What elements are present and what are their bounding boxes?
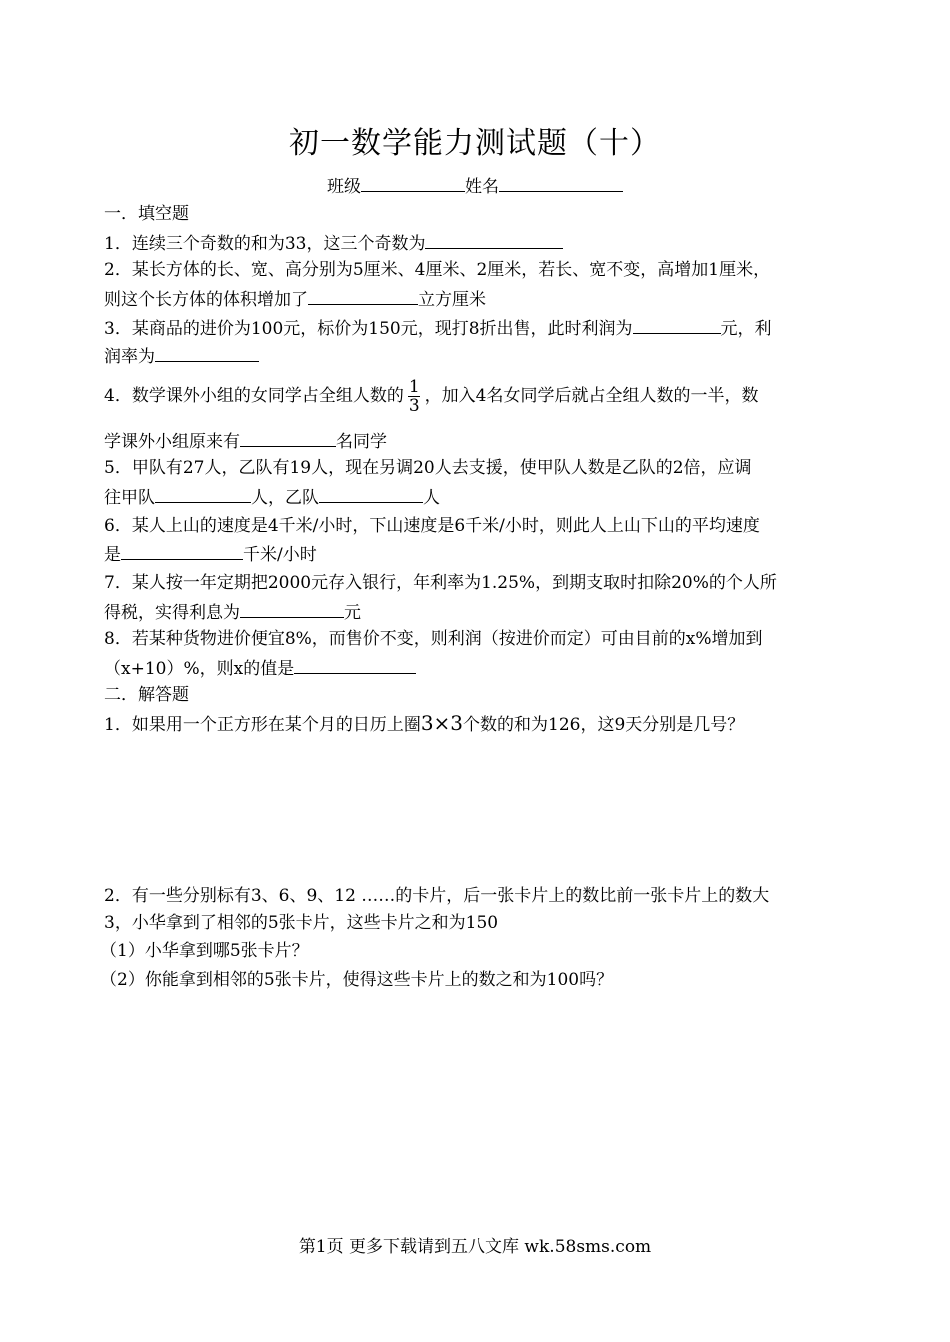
question-2-2-part1: （1）小华拿到哪5张卡片？: [100, 941, 309, 961]
question-1-2-line1: 2．某长方体的长、宽、高分别为5厘米、4厘米、2厘米，若长、宽不变，高增加1厘米，: [104, 260, 771, 280]
student-info-line: [0, 174, 950, 198]
section-1-heading: 一．填空题: [104, 204, 189, 224]
question-1-3-line1: 3．某商品的进价为100元，标价为150元，现打8折出售，此时利润为 元，利: [104, 316, 772, 340]
question-2-2-line1: 2．有一些分别标有3、6、9、12 ……的卡片，后一张卡片上的数比前一张卡片上的数大: [104, 886, 770, 906]
question-1-7-line1: 7．某人按一年定期把2000元存入银行，年利率为1.25%，到期支取时扣除20%的个人所: [104, 573, 777, 593]
answer-blank[interactable]: [155, 344, 259, 362]
fraction-one-third: $\frac{1}{3}$: [408, 377, 420, 416]
class-label: 班级: [327, 177, 361, 197]
page-footer: 第1页 更多下载请到五八文库 wk.58sms.com: [298, 1237, 652, 1257]
question-1-5-line1: 5．甲队有27人，乙队有19人，现在另调20人去支援，使甲队人数是乙队的2倍，应调: [104, 458, 752, 478]
question-1-2-line2: 则这个长方体的体积增加了 立方厘米: [104, 287, 486, 311]
answer-blank[interactable]: [319, 485, 423, 503]
answer-blank[interactable]: [633, 316, 721, 334]
name-label: 姓名: [465, 177, 499, 197]
question-2-2-line2: 3，小华拿到了相邻的5张卡片，这些卡片之和为150: [104, 913, 499, 933]
answer-blank[interactable]: [294, 656, 416, 674]
answer-blank[interactable]: [240, 429, 336, 447]
question-1-4-line1: 4．数学课外小组的女同学占全组人数的 $\frac{1}{3}$ ，加入4名女同学后就占全组人数的一半，数: [104, 377, 759, 416]
question-1-8-line2: （x+10）%，则x的值是: [104, 656, 416, 680]
question-2-1: 1．如果用一个正方形在某个月的日历上圈3×3个数的和为126，这9天分别是几号？: [104, 711, 745, 735]
question-1-1: 1．连续三个奇数的和为33，这三个奇数为: [104, 231, 563, 255]
page-title: 初一数学能力测试题（十）: [289, 126, 661, 161]
question-1-6-line1: 6．某人上山的速度是4千米/小时，下山速度是6千米/小时，则此人上山下山的平均速度: [104, 516, 760, 536]
question-2-2-part2: （2）你能拿到相邻的5张卡片，使得这些卡片上的数之和为100吗？: [100, 970, 614, 990]
question-1-4-line2: 学课外小组原来有 名同学: [104, 429, 387, 453]
answer-blank[interactable]: [121, 542, 243, 560]
answer-blank[interactable]: [155, 485, 251, 503]
question-1-3-line2: 润率为: [104, 344, 259, 368]
math-3x3: 3×3: [420, 711, 464, 735]
answer-blank[interactable]: [308, 287, 418, 305]
class-blank[interactable]: [361, 174, 465, 192]
question-1-6-line2: 是 千米/小时: [104, 542, 317, 566]
question-1-8-line1: 8．若某种货物进价便宜8%，而售价不变，则利润（按进价而定）可由目前的x%增加到: [104, 629, 763, 649]
question-1-7-line2: 得税，实得利息为 元: [104, 600, 361, 624]
name-blank[interactable]: [499, 174, 623, 192]
section-2-heading: 二．解答题: [104, 685, 189, 705]
question-1-5-line2: 往甲队 人，乙队 人: [104, 485, 440, 509]
answer-blank[interactable]: [240, 600, 344, 618]
answer-blank[interactable]: [425, 231, 563, 249]
